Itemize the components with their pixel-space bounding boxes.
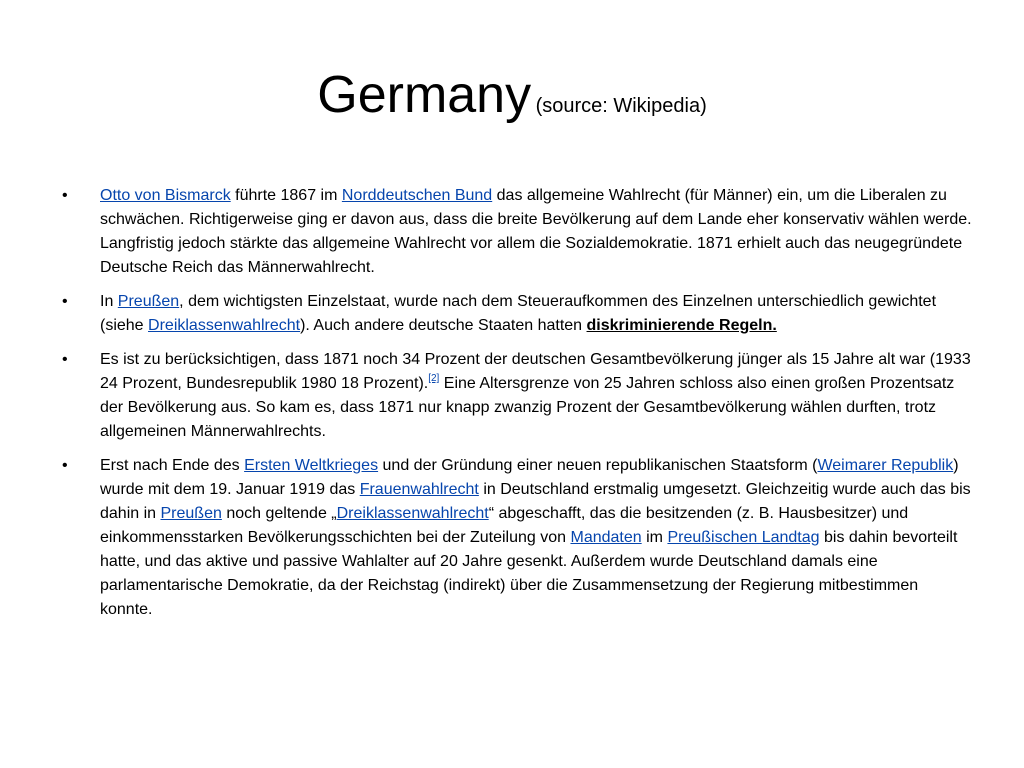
slide-title-main: Germany	[317, 66, 532, 124]
link-ersten-weltkrieges[interactable]: Ersten Weltkrieges	[244, 457, 379, 474]
link-frauenwahlrecht[interactable]: Frauenwahlrecht	[359, 481, 479, 498]
bullet-item	[0, 290, 1024, 338]
link-dreiklassenwahlrecht[interactable]: Dreiklassenwahlrecht	[336, 505, 489, 522]
footnote-ref	[428, 373, 439, 384]
bullet-text: In	[100, 293, 118, 310]
bullet-item	[0, 454, 1024, 622]
bullet-text: und der Gründung einer neuen republikanischen Staatsform (	[378, 457, 818, 474]
bullet-text: in Deutschland erstmalig umgesetzt. Gleichzeitig wurde auch das bis dahin in	[100, 481, 971, 522]
link-footnote-2[interactable]: [2]	[428, 373, 440, 384]
link-weimarer-republik[interactable]: Weimarer Republik	[817, 457, 954, 474]
bullet-text: das allgemeine Wahlrecht (für Männer) ein, um die Liberalen zu schwächen. Richtigerweise ging er davon aus, dass die breite Bevölkerung auf dem Lande eher konservativ wählen werde. Langfristig jedoch stärkte das allgemeine Wahlrecht vor allem die Sozialdemokratie. 1871 erhielt auch das neugegründete Deutsche Reich das Männerwahlrecht.	[100, 187, 972, 276]
bullet-text: ) wurde mit dem 19. Januar 1919 das	[100, 457, 959, 498]
bullet-icon: •	[62, 457, 68, 474]
link-preussen[interactable]: Preußen	[160, 505, 222, 522]
link-norddeutschen-bund[interactable]: Norddeutschen Bund	[341, 187, 493, 204]
bullet-item	[0, 184, 1024, 280]
bullet-text: Eine Altersgrenze von 25 Jahren schloss also einen großen Prozentsatz der Bevölkerung aus. So kam es, dass 1871 nur knapp zwanzig Prozent der Gesamtbevölkerung wählen durften, trotz allgemeinen Männerwahlrechts.	[100, 375, 955, 440]
bullet-text: führte 1867 im	[230, 187, 342, 204]
bullet-text: ). Auch andere deutsche Staaten hatten	[300, 317, 587, 334]
link-otto-von-bismarck[interactable]: Otto von Bismarck	[100, 187, 231, 204]
bullet-text: Erst nach Ende des	[100, 457, 245, 474]
link-dreiklassenwahlrecht[interactable]: Dreiklassenwahlrecht	[148, 317, 301, 334]
link-mandaten[interactable]: Mandaten	[570, 529, 642, 546]
bullet-text: noch geltende „	[221, 505, 337, 522]
bullet-icon: •	[62, 351, 68, 368]
slide-title	[0, 62, 1024, 139]
link-preussischen-landtag[interactable]: Preußischen Landtag	[667, 529, 820, 546]
bullet-text: “ abgeschafft, das die besitzenden (z. B. Hausbesitzer) und einkommensstarken Bevölkerungsschichten bei der Zuteilung von	[100, 505, 909, 546]
emphasis-text: diskriminierende Regeln.	[586, 317, 777, 334]
slide-title-source: (source: Wikipedia)	[535, 95, 707, 117]
bullet-item	[0, 348, 1024, 444]
bullet-text: Es ist zu berücksichtigen, dass 1871 noch 34 Prozent der deutschen Gesamtbevölkerung jünger als 15 Jahre alt war (1933 24 Prozent, Bundesrepublik 1980 18 Prozent).	[100, 351, 971, 392]
bullet-list	[0, 184, 1024, 632]
bullet-icon: •	[62, 293, 68, 310]
bullet-text: im	[641, 529, 668, 546]
bullet-text: bis dahin bevorteilt hatte, und das aktive und passive Wahlalter auf 20 Jahre gesenkt. Außerdem wurde Deutschland damals eine parlamentarische Demokratie, da der Reichstag (indirekt) über die Zusammensetzung der Regierung mitbestimmen konnte.	[100, 529, 958, 618]
link-preussen[interactable]: Preußen	[117, 293, 180, 310]
bullet-text: , dem wichtigsten Einzelstaat, wurde nach dem Steueraufkommen des Einzelnen unterschiedlich gewichtet (siehe	[100, 293, 937, 334]
bullet-icon: •	[62, 187, 68, 204]
